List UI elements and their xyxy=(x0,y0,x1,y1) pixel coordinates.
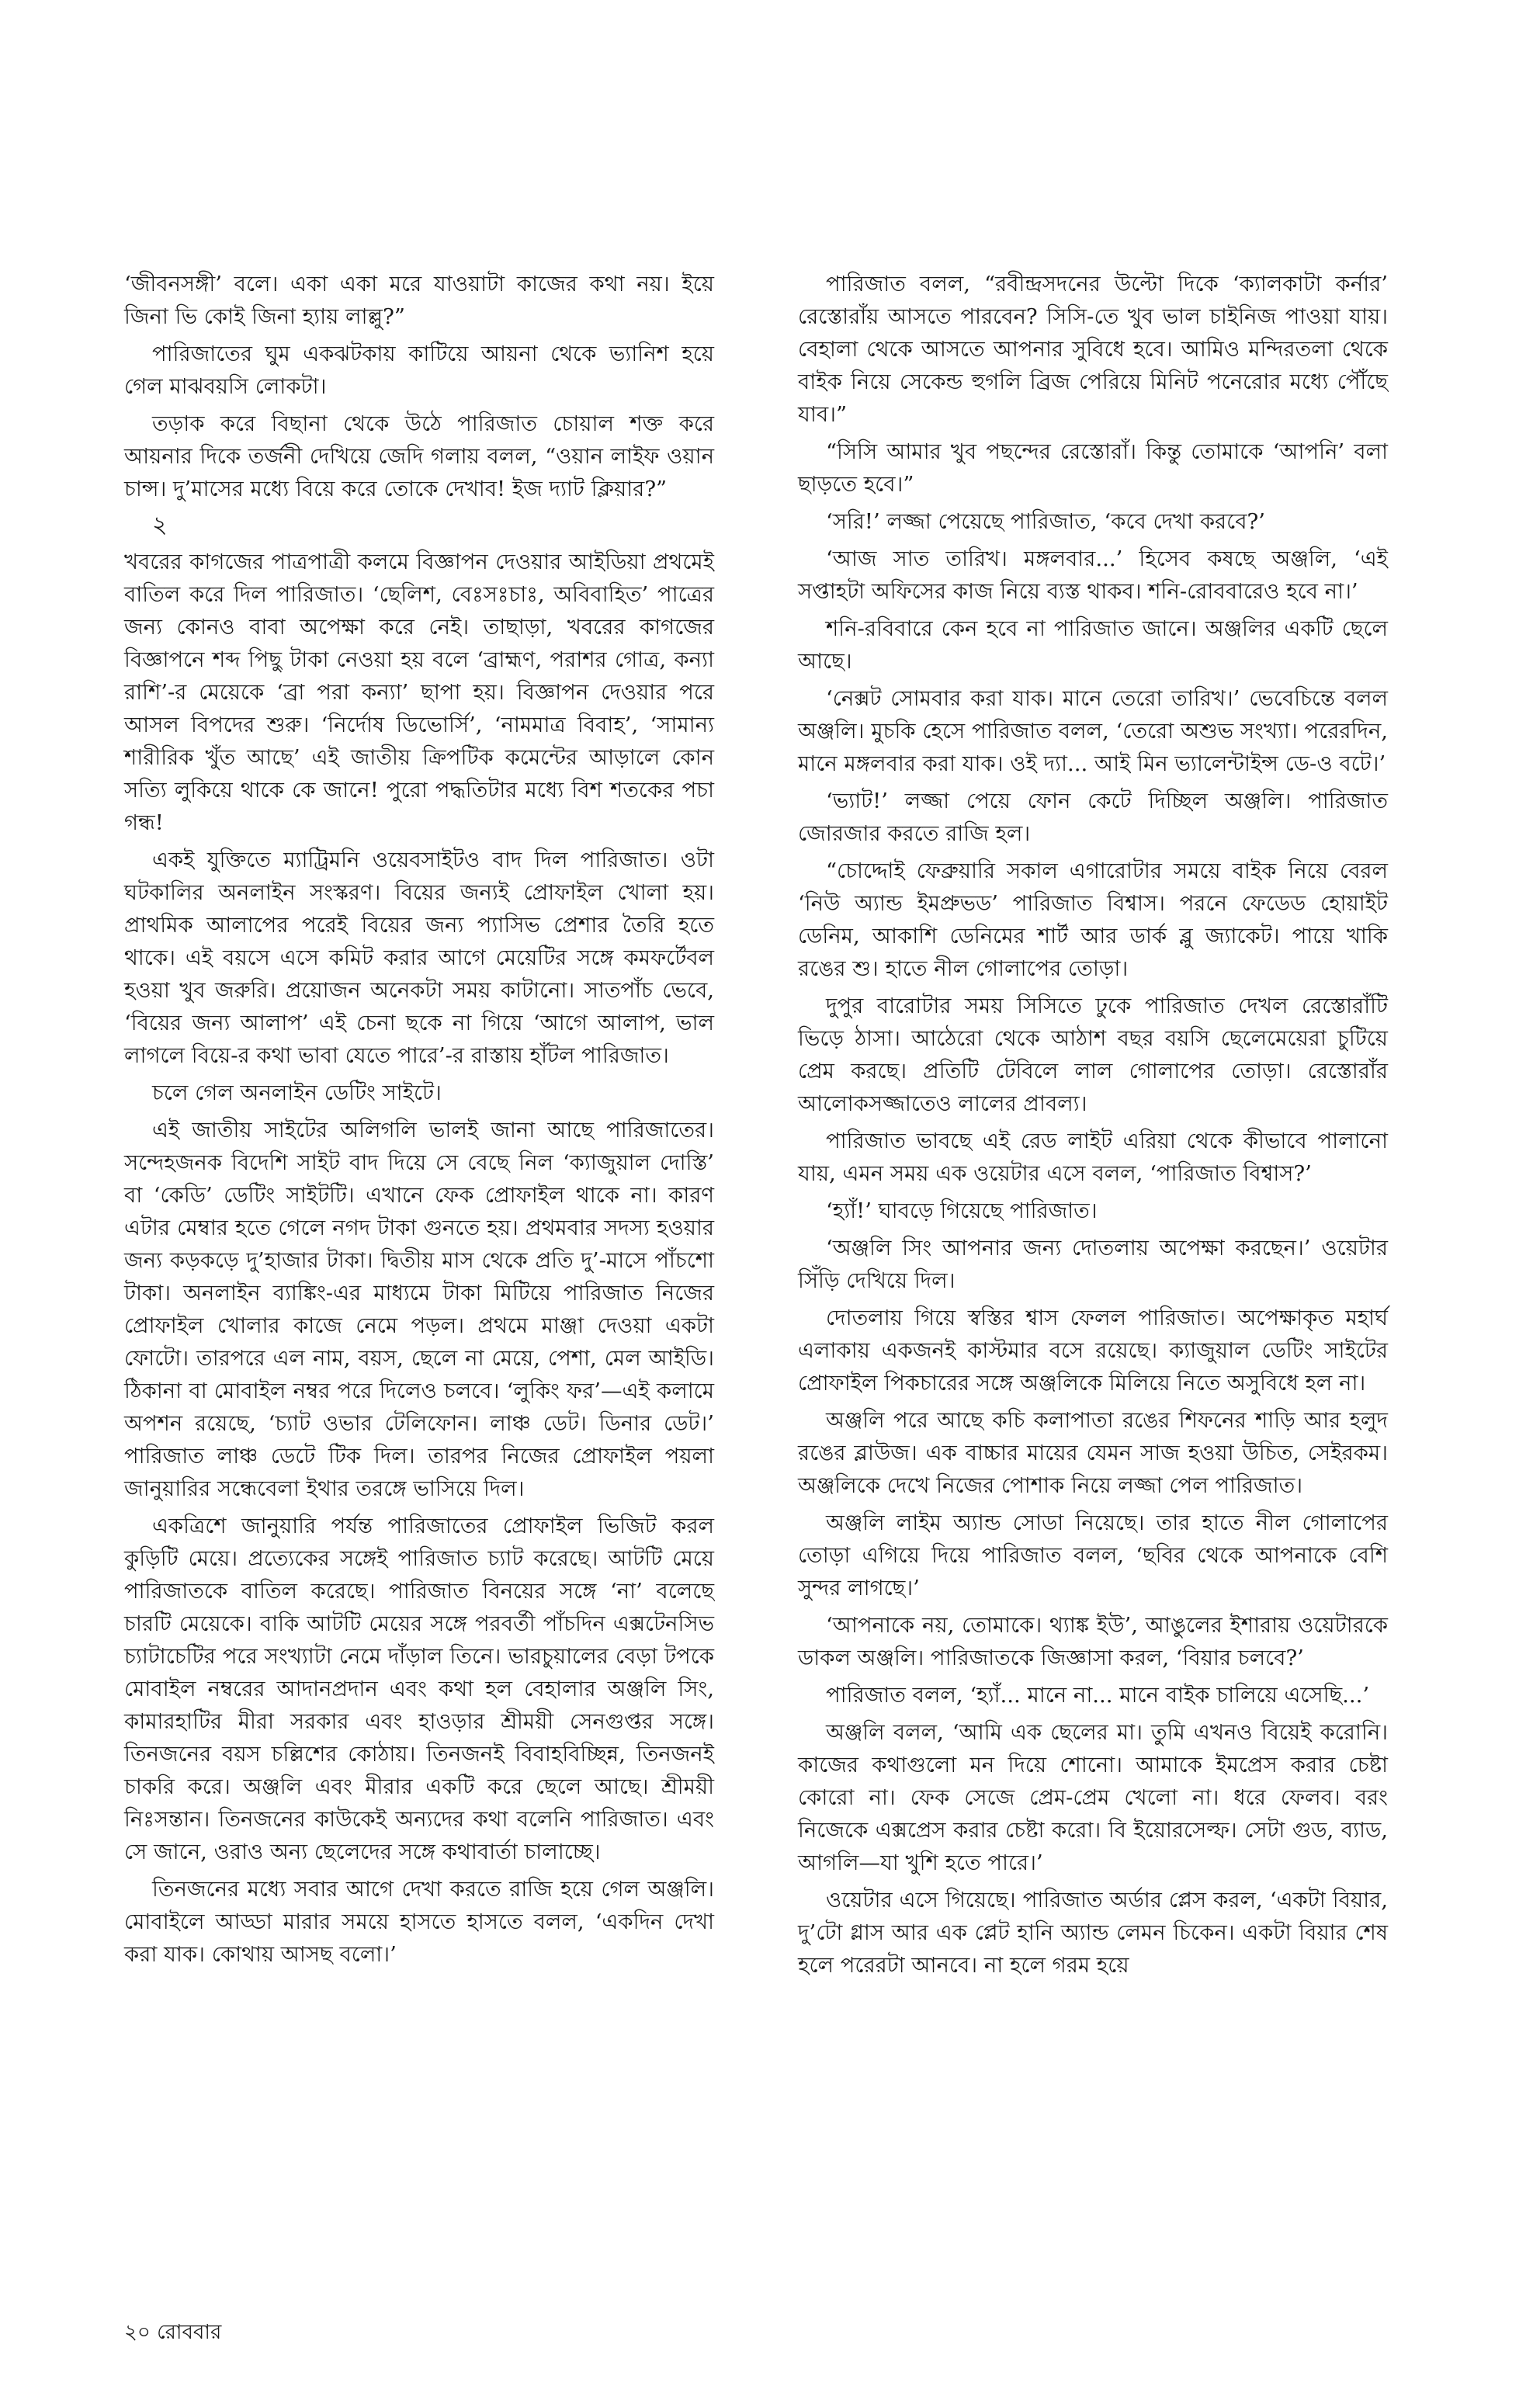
paragraph: ‘আজ সাত তারিখ। মঙ্গলবার...’ হিসেব কষছে অঞ্জলি, ‘এই সপ্তাহটা অফিসের কাজ নিয়ে ব্যস্ত থাকব। শনি-রোববারেও হবে না।’ xyxy=(798,546,1388,604)
paragraph: পারিজাতের ঘুম একঝটকায় কাটিয়ে আয়না থেকে ভ্যানিশ হয়ে গেল মাঝবয়সি লোকটা। xyxy=(124,342,714,399)
paragraph: একই যুক্তিতে ম্যাট্রিমনি ওয়েবসাইটও বাদ দিল পারিজাত। ওটা ঘটকালির অনলাইন সংস্করণ। বিয়ের জন্যই প্রোফাইল খোলা হয়। প্রাথমিক আলাপের পরেই বিয়ের জন্য প্যাসিভ প্রেশার তৈরি হতে থাকে। এই বয়সে এসে কমিট করার আগে মেয়েটির সঙ্গে কমফর্টেবল হওয়া খুব জরুরি। প্রয়োজন অনেকটা সময় কাটানো। সাতপাঁচ ভেবে, ‘বিয়ের জন্য আলাপ’ এই চেনা ছকে না গিয়ে ‘আগে আলাপ, ভাল লাগলে বিয়ে-র কথা ভাবা যেতে পারে’-র রাস্তায় হাঁটল পারিজাত। xyxy=(124,848,714,1068)
right-column xyxy=(798,268,1388,1986)
paragraph: ওয়েটার এসে গিয়েছে। পারিজাত অর্ডার প্লেস করল, ‘একটা বিয়ার, দু’টো গ্লাস আর এক প্লেট হানি অ্যান্ড লেমন চিকেন। একটা বিয়ার শেষ হলে পরেরটা আনবে। না হলে গরম হয়ে xyxy=(798,1888,1388,1978)
paragraph: চলে গেল অনলাইন ডেটিং সাইটে। xyxy=(152,1080,442,1105)
paragraph: দোতলায় গিয়ে স্বস্তির শ্বাস ফেলল পারিজাত। অপেক্ষাকৃত মহার্ঘ এলাকায় একজনই কাস্টমার বসে রয়েছে। ক্যাজুয়াল ডেটিং সাইটের প্রোফাইল পিকচারের সঙ্গে অঞ্জলিকে মিলিয়ে নিতে অসুবিধে হল না। xyxy=(798,1306,1388,1396)
paragraph: পারিজাত বলল, “রবীন্দ্রসদনের উল্টো দিকে ‘ক্যালকাটা কর্নার’ রেস্তোরাঁয় আসতে পারবেন? সিসি-তে খুব ভাল চাইনিজ পাওয়া যায়। বেহালা থেকে আসতে আপনার সুবিধে হবে। আমিও মন্দিরতলা থেকে বাইক নিয়ে সেকেন্ড হুগলি ব্রিজ পেরিয়ে মিনিট পনেরোর মধ্যে পৌঁছে যাব।” xyxy=(798,272,1388,427)
paragraph: শনি-রবিবারে কেন হবে না পারিজাত জানে। অঞ্জলির একটি ছেলে আছে। xyxy=(798,616,1388,674)
paragraph: ‘হ্যাঁ!’ ঘাবড়ে গিয়েছে পারিজাত। xyxy=(826,1198,1098,1223)
paragraph: অঞ্জলি বলল, ‘আমি এক ছেলের মা। তুমি এখনও বিয়েই করোনি। কাজের কথাগুলো মন দিয়ে শোনো। আমাকে ইমপ্রেস করার চেষ্টা কোরো না। ফেক সেজে প্রেম-প্রেম খেলো না। ধরে ফেলব। বরং নিজেকে এক্সপ্রেস করার চেষ্টা করো। বি ইয়োরসেল্ফ। সেটা গুড, ব্যাড, আগলি—যা খুশি হতে পারে।’ xyxy=(798,1720,1388,1875)
left-column xyxy=(124,268,714,1975)
paragraph: অঞ্জলি পরে আছে কচি কলাপাতা রঙের শিফনের শাড়ি আর হলুদ রঙের ব্লাউজ। এক বাচ্চার মায়ের যেমন সাজ হওয়া উচিত, সেইরকম। অঞ্জলিকে দেখে নিজের পোশাক নিয়ে লজ্জা পেল পারিজাত। xyxy=(798,1408,1388,1498)
paragraph: একত্রিশে জানুয়ারি পর্যন্ত পারিজাতের প্রোফাইল ভিজিট করল কুড়িটি মেয়ে। প্রত্যেকের সঙ্গেই পারিজাত চ্যাট করেছে। আটটি মেয়ে পারিজাতকে বাতিল করেছে। পারিজাত বিনয়ের সঙ্গে ‘না’ বলেছে চারটি মেয়েকে। বাকি আটটি মেয়ের সঙ্গে পরবর্তী পাঁচদিন এক্সটেনসিভ চ্যাটাচেটির পরে সংখ্যাটা নেমে দাঁড়াল তিনে। ভারচুয়ালের বেড়া টপকে মোবাইল নম্বরের আদানপ্রদান এবং কথা হল বেহালার অঞ্জলি সিং, কামারহাটির মীরা সরকার এবং হাওড়ার শ্রীময়ী সেনগুপ্তর সঙ্গে। তিনজনের বয়স চল্লিশের কোঠায়। তিনজনই বিবাহবিচ্ছিন্ন, তিনজনই চাকরি করে। অঞ্জলি এবং মীরার একটি করে ছেলে আছে। শ্রীময়ী নিঃসন্তান। তিনজনের কাউকেই অন্যদের কথা বলেনি পারিজাত। এবং সে জানে, ওরাও অন্য ছেলেদের সঙ্গে কথাবার্তা চালাচ্ছে। xyxy=(124,1514,714,1864)
paragraph: তিনজনের মধ্যে সবার আগে দেখা করতে রাজি হয়ে গেল অঞ্জলি। মোবাইলে আড্ডা মারার সময়ে হাসতে হাসতে বলল, ‘একদিন দেখা করা যাক। কোথায় আসছ বলো।’ xyxy=(124,1877,714,1967)
page-number-label: ২০ রোববার xyxy=(124,2321,222,2344)
paragraph: তড়াক করে বিছানা থেকে উঠে পারিজাত চোয়াল শক্ত করে আয়নার দিকে তর্জনী দেখিয়ে জেদি গলায় বলল, “ওয়ান লাইফ ওয়ান চান্স। দু’মাসের মধ্যে বিয়ে করে তোকে দেখাব! ইজ দ্যাট ক্লিয়ার?” xyxy=(124,411,714,501)
paragraph: ‘আপনাকে নয়, তোমাকে। থ্যাঙ্ক ইউ’, আঙুলের ইশারায় ওয়েটারকে ডাকল অঞ্জলি। পারিজাতকে জিজ্ঞাসা করল, ‘বিয়ার চলবে?’ xyxy=(798,1613,1388,1670)
section-number: ২ xyxy=(152,512,168,539)
paragraph: ‘নেক্সট সোমবার করা যাক। মানে তেরো তারিখ।’ ভেবেচিন্তে বলল অঞ্জলি। মুচকি হেসে পারিজাত বলল, ‘তেরো অশুভ সংখ্যা। পরেরদিন, মানে মঙ্গলবার করা যাক। ওই দ্যা... আই মিন ভ্যালেন্টাইন্স ডে-ও বটে।’ xyxy=(798,686,1388,776)
paragraph: অঞ্জলি লাইম অ্যান্ড সোডা নিয়েছে। তার হাতে নীল গোলাপের তোড়া এগিয়ে দিয়ে পারিজাত বলল, ‘ছবির থেকে আপনাকে বেশি সুন্দর লাগছে।’ xyxy=(798,1510,1388,1601)
paragraph: পারিজাত ভাবছে এই রেড লাইট এরিয়া থেকে কীভাবে পালানো যায়, এমন সময় এক ওয়েটার এসে বলল, ‘পারিজাত বিশ্বাস?’ xyxy=(798,1129,1388,1186)
paragraph: খবরের কাগজের পাত্রপাত্রী কলমে বিজ্ঞাপন দেওয়ার আইডিয়া প্রথমেই বাতিল করে দিল পারিজাত। ‘ছেলিশ, বেঃসঃচাঃ, অবিবাহিত’ পাত্রের জন্য কোনও বাবা অপেক্ষা করে নেই। তাছাড়া, খবরের কাগজের বিজ্ঞাপনে শব্দ পিছু টাকা নেওয়া হয় বলে ‘ব্রাহ্মণ, পরাশর গোত্র, কন্যা রাশি’-র মেয়েকে ‘ব্রা পরা কন্যা’ ছাপা হয়। বিজ্ঞাপন দেওয়ার পরে আসল বিপদের শুরু। ‘নির্দোষ ডিভোর্সি’, ‘নামমাত্র বিবাহ’, ‘সামান্য শারীরিক খুঁত আছে’ এই জাতীয় ক্রিপটিক কমেন্টের আড়ালে কোন সত্যি লুকিয়ে থাকে কে জানে! পুরো পদ্ধতিটার মধ্যে বিশ শতকের পচা গন্ধ! xyxy=(124,550,714,835)
paragraph: “সিসি আমার খুব পছন্দের রেস্তোরাঁ। কিন্তু তোমাকে ‘আপনি’ বলা ছাড়তে হবে।” xyxy=(798,439,1388,497)
paragraph: এই জাতীয় সাইটের অলিগলি ভালই জানা আছে পারিজাতের। সন্দেহজনক বিদেশি সাইট বাদ দিয়ে সে বেছে নিল ‘ক্যাজুয়াল দোস্তি’ বা ‘কেডি’ ডেটিং সাইটটি। এখানে ফেক প্রোফাইল থাকে না। কারণ এটার মেম্বার হতে গেলে নগদ টাকা গুনতে হয়। প্রথমবার সদস্য হওয়ার জন্য কড়কড়ে দু’হাজার টাকা। দ্বিতীয় মাস থেকে প্রতি দু’-মাসে পাঁচশো টাকা। অনলাইন ব্যাঙ্কিং-এর মাধ্যমে টাকা মিটিয়ে পারিজাত নিজের প্রোফাইল খোলার কাজে নেমে পড়ল। প্রথমে মাঞ্জা দেওয়া একটা ফোটো। তারপরে এল নাম, বয়স, ছেলে না মেয়ে, পেশা, মেল আইডি। ঠিকানা বা মোবাইল নম্বর পরে দিলেও চলবে। ‘লুকিং ফর’—এই কলামে অপশন রয়েছে, ‘চ্যাট ওভার টেলিফোন। লাঞ্চ ডেট। ডিনার ডেট।’ পারিজাত লাঞ্চ ডেটে টিক দিল। তারপর নিজের প্রোফাইল পয়লা জানুয়ারির সন্ধেবেলা ইথার তরঙ্গে ভাসিয়ে দিল। xyxy=(124,1118,714,1501)
paragraph: দুপুর বারোটার সময় সিসিতে ঢুকে পারিজাত দেখল রেস্তোরাঁটি ভিড়ে ঠাসা। আঠেরো থেকে আঠাশ বছর বয়সি ছেলেমেয়েরা চুটিয়ে প্রেম করছে। প্রতিটি টেবিলে লাল গোলাপের তোড়া। রেস্তোরাঁর আলোকসজ্জাতেও লালের প্রাবল্য। xyxy=(798,994,1388,1116)
paragraph: ‘ভ্যাট!’ লজ্জা পেয়ে ফোন কেটে দিচ্ছিল অঞ্জলি। পারিজাত জোরজার করতে রাজি হল। xyxy=(798,789,1388,846)
paragraph: পারিজাত বলল, ‘হ্যাঁ... মানে না... মানে বাইক চালিয়ে এসেছি...’ xyxy=(826,1683,1370,1708)
page-footer xyxy=(124,2319,221,2346)
paragraph: ‘জীবনসঙ্গী’ বলে। একা একা মরে যাওয়াটা কাজের কথা নয়। ইয়ে জিনা ভি কোই জিনা হ্যায় লাল্লু?” xyxy=(124,272,714,329)
paragraph: “চোদ্দোই ফেব্রুয়ারি সকাল এগারোটার সময়ে বাইক নিয়ে বেরল ‘নিউ অ্যান্ড ইমপ্রুভড’ পারিজাত বিশ্বাস। পরনে ফেডেড হোয়াইট ডেনিম, আকাশি ডেনিমের শার্ট আর ডার্ক ব্লু জ্যাকেট। পায়ে খাকি রঙের শু। হাতে নীল গোলাপের তোড়া। xyxy=(798,858,1388,981)
paragraph: ‘অঞ্জলি সিং আপনার জন্য দোতলায় অপেক্ষা করছেন।’ ওয়েটার সিঁড়ি দেখিয়ে দিল। xyxy=(798,1236,1388,1293)
paragraph: ‘সরি!’ লজ্জা পেয়েছে পারিজাত, ‘কবে দেখা করবে?’ xyxy=(826,509,1266,534)
